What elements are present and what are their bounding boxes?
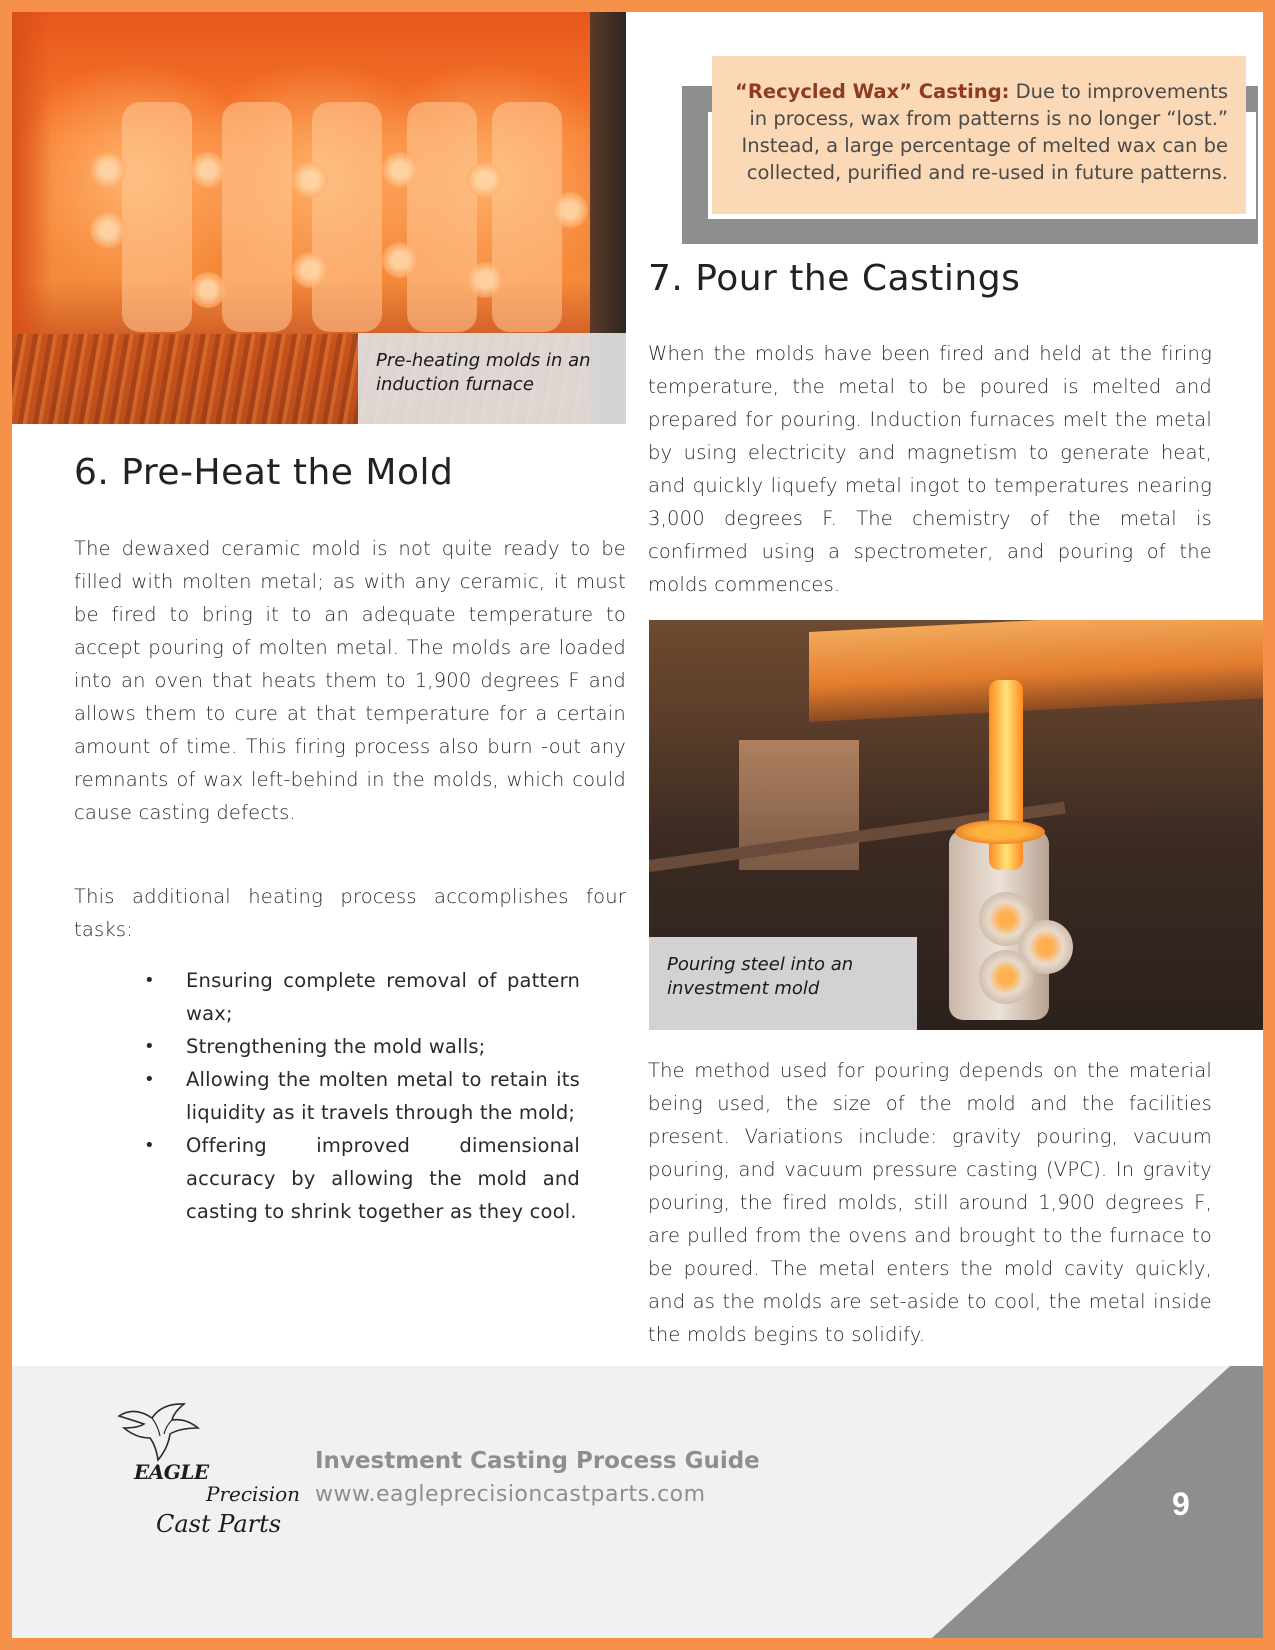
mold-cup [467, 162, 503, 198]
mold-cup [90, 212, 126, 248]
footer-guide-title: Investment Casting Process Guide [315, 1448, 760, 1474]
list-item-text: Ensuring complete removal of pattern wax; [186, 969, 580, 1025]
list-item-text: Allowing the molten metal to retain its liquidity as it travels through the mold; [186, 1068, 580, 1124]
list-item [144, 1063, 580, 1129]
list-item-text: Strengthening the mold walls; [186, 1035, 486, 1058]
task-list [144, 964, 580, 1228]
page-number: 9 [1172, 1486, 1190, 1522]
mold-cup [190, 152, 226, 188]
section-6-paragraph-2: This additional heating process accomplishes four tasks: [74, 885, 626, 941]
mold-cup [190, 272, 226, 308]
mold-pour-cup [955, 820, 1045, 844]
list-item-text: Offering improved dimensional accuracy by allowing the mold and casting to shrink together as they cool. [186, 1134, 580, 1223]
bullet-icon: • [144, 1036, 155, 1057]
mold-shape [492, 102, 562, 332]
list-item [144, 1030, 580, 1063]
mold-shape [312, 102, 382, 332]
section-6-paragraph-1: The dewaxed ceramic mold is not quite ready to be filled with molten metal; as with any ceramic, it must be fired to bring it to an adequate temperature to accept pouring of molten metal. The molds are loaded into an oven that heats them to 1,900 degrees F and allows them to cure at that temperature for a certain amount of time. This firing process also burn -out any remnants of wax left-behind in the molds, which could cause casting defects. [74, 537, 626, 824]
furnace-photo [12, 12, 626, 424]
recycled-wax-callout [712, 56, 1246, 214]
mold-cup [979, 950, 1033, 1004]
mold-cup [292, 252, 328, 288]
callout-lead: “Recycled Wax” Casting: [735, 80, 1010, 103]
bullet-icon: • [144, 970, 155, 991]
mold-cup [90, 152, 126, 188]
list-item [144, 1129, 580, 1228]
bullet-icon: • [144, 1069, 155, 1090]
eagle-icon [114, 1398, 204, 1468]
footer [12, 1366, 1263, 1638]
mold-cup [382, 242, 418, 278]
section-7-heading: 7. Pour the Castings [648, 258, 1021, 299]
mold-shape [122, 102, 192, 332]
furnace-photo-caption: Pre-heating molds in an induction furnace [358, 333, 626, 424]
page [12, 12, 1263, 1638]
logo-word-cast-parts: Cast Parts [156, 1510, 282, 1538]
section-6-heading: 6. Pre-Heat the Mold [74, 452, 454, 493]
mold-cup [467, 262, 503, 298]
pouring-photo-caption: Pouring steel into an investment mold [649, 937, 917, 1030]
mold-cup [382, 152, 418, 188]
pouring-photo [649, 620, 1263, 1030]
logo-word-eagle: EAGLE [134, 1460, 209, 1484]
list-item [144, 964, 580, 1030]
mold-cup [292, 162, 328, 198]
section-7-paragraph-2: The method used for pouring depends on the material being used, the size of the mold and the facilities present. Variations include: gravity pouring, vacuum pouring, and vacuum pressure casting (VPC). In gravity pouring, the fired molds, still around 1,900 degrees F, are pulled from the ovens and brought to the furnace to be poured. The metal enters the mold cavity quickly, and as the molds are set-aside to cool, the metal inside the molds begins to solidify. [648, 1059, 1212, 1346]
bullet-icon: • [144, 1135, 155, 1156]
logo-word-precision: Precision [206, 1482, 301, 1506]
section-7-paragraph-1: When the molds have been fired and held at the firing temperature, the metal to be poured is melted and prepared for pouring. Induction furnaces melt the metal by using electricity and magnetism to generate heat, and quickly liquefy metal ingot to temperatures nearing 3,000 degrees F. The chemistry of the metal is confirmed using a spectrometer, and pouring of the molds commences. [648, 342, 1212, 596]
furnace-lip [809, 620, 1263, 722]
mold-shape [407, 102, 477, 332]
footer-website-link[interactable]: www.eagleprecisioncastparts.com [315, 1482, 706, 1507]
mold-cup [552, 192, 588, 228]
eagle-logo [104, 1398, 301, 1548]
callout-text: Due to improvements in process, wax from patterns is no longer “lost.” Instead, a large percentage of melted wax can be collected, purified and re-used in future patterns. [741, 80, 1228, 184]
mold-shape [222, 102, 292, 332]
